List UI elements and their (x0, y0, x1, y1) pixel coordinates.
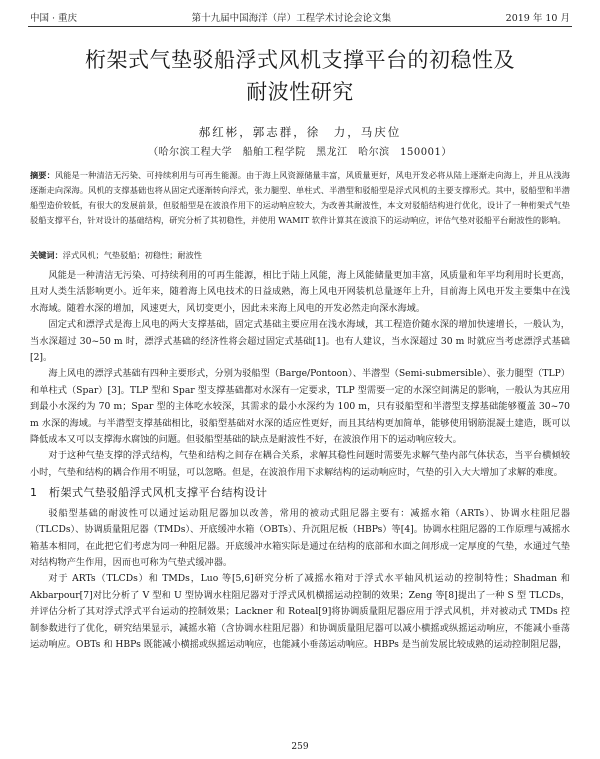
authors: 郝红彬，郭志群，徐 力，马庆位 (198, 125, 402, 139)
header-rule (28, 26, 572, 27)
paragraph-3: 海上风电的漂浮式基础有四种主要形式，分别为驳船型（Barge/Pontoon）、半潜型（Semi-submersible）、张力腿型（TLP）和单柱式（Spar）[3]。TLP 型和 Spar 型支撑基础都对水深有一定要求，TLP 型需要一定的水深空间满足的影响，一般认为其应用到最小水深约为 70 m；Spar 型的主体吃水较深，其需求的最小水深约为 100 m，只有驳船型和半潜型支撑基础能够覆盖 30~70 m 水深的海域。与半潜型支撑基础相比，驳船型基础对水深的适应性更好，而且其结构更加简单，能够使用钢筋混凝土建造，既可以降低成本又可以支撑海水腐蚀的问题。但驳船型基础的缺点是耐波性不好，在波浪作用下的运动响应较大。 (30, 368, 570, 446)
paragraph-6: 对于 ARTs（TLCDs）和 TMDs，Luo 等[5,6]研究分析了减摇水箱对于浮式水平轴风机运动的控制特性；Shadman 和 Akbarpour[7]对比分析了 V 型和 U 型协调水柱阻尼器对于浮式风机横摇运动控制的效果；Zeng 等[8]提出了一种 S 型 TLCDs，并评估分析了其对浮式浮式平台运动的控制效果；Lackner 和 Roteal[9]将协调质量阻尼器应用于浮式风机，并对被动式 TMDs 控制参数进行了优化，研究结果显示，减摇水箱（含协调水柱阻尼器）和协调质量阻尼器可以减小横摇或纵摇运动响应，不能减小垂荡运动响应。OBTs 和 HBPs 既能减小横摇或纵摇运动响应，也能减小垂荡运动响应。HBPs 是当前发展比较成熟的运动控制阻尼器， (30, 573, 570, 650)
title-line-1: 桁架式气垫驳船浮式风机支撑平台的初稳性及 (85, 48, 515, 72)
page-number: 259 (291, 742, 309, 752)
affiliation: （哈尔滨工程大学 船舶工程学院 黑龙江 哈尔滨 150001） (148, 147, 452, 158)
paragraph-2: 固定式和漂浮式是海上风电的两大支撑基础，固定式基础主要应用在浅水海域，其工程造价随水深的增加快速增长，一般认为，当水深超过 30~50 m 时，漂浮式基础的经济性将会超过固定式基础[1]。也有人建议，当水深超过 30 m 时就应当考虑漂浮式基础[2]。 (30, 319, 570, 364)
paragraph-5: 驳船型基础的耐波性可以通过运动阻尼器加以改善，常用的被动式阻尼器主要有：减摇水箱（ARTs）、协调水柱阻尼器（TLCDs）、协调质量阻尼器（TMDs）、开底缓冲水箱（OBTs）、升沉阻尼板（HBPs）等[4]。协调水柱阻尼器的工作原理与减摇水箱基本相同，在此把它们考虑为同一种阻尼器。开底缓冲水箱实际是通过在结构的底部和水面之间形成一定厚度的气垫，水通过气垫对结构物产生作用，因而也可称为气垫式缓冲器。 (30, 507, 570, 568)
keywords (30, 248, 570, 262)
paragraph-4: 对于这种气垫支撑的浮式结构，气垫和结构之间存在耦合关系，求解其稳性问题时需要先求解气垫内部气体状态，当平台横倾较小时，气垫和结构的耦合作用不明显，可以忽略。但是，在波浪作用下求解结构的运动响应时，气垫的引入大大增加了求解的难度。 (30, 450, 570, 478)
running-header (30, 10, 570, 24)
header-proceedings: 第十九届中国海洋（岸）工程学术讨论会论文集 (191, 13, 392, 24)
paragraph-1: 风能是一种清洁无污染、可持续利用的可再生能源，相比于陆上风能，海上风能储量更加丰富，风质量和年平均利用时长更高，且对人类生活影响更小。近年来，随着海上风电技术的日益成熟，海上风电开网装机总量逐年上升，目前海上风电开发主要集中在浅水海域。随着水深的增加，风速更大，风切变更小，因此未来海上风电的开发必然走向深水海域。 (30, 270, 570, 314)
abstract-label: 摘要： (30, 170, 55, 180)
paper-title (40, 44, 560, 108)
title-line-2: 耐波性研究 (246, 80, 354, 104)
header-date: 2019 年 10 月 (505, 13, 570, 24)
body-text (30, 268, 570, 653)
header-location: 中国 · 重庆 (30, 13, 78, 24)
section-heading-1: 1 桁架式气垫驳船浮式风机支撑平台结构设计 (30, 486, 268, 500)
abstract-text: 风能是一种清洁无污染、可持续利用与可再生能源。由于海上风资源储量丰富，风质量更好，风电开发必将从陆上逐渐走向海上，并且从浅海逐渐走向深海。风机的支撑基础也将从固定式逐渐转向浮式，张力腿型、单柱式、半潜型和驳船型是浮式风机的主要支撑形式。其中，驳船型和半潜船型造价较低，有很大的发展前景，但驳船型是在波浪作用下的运动响应较大，为改善其耐波性，本文对驳船结构进行优化，设计了一种桁架式气垫驳船支撑平台，针对设计的基础结构，研究分析了其初稳性，并使用 WAMIT 软件计算其在波浪下的运动响应，评估气垫对驳船平台耐波性的影响。 (30, 170, 570, 225)
keywords-label: 关键词： (30, 250, 63, 260)
abstract (30, 168, 570, 228)
keywords-text: 浮式风机；气垫驳船；初稳性；耐波性 (62, 250, 202, 260)
